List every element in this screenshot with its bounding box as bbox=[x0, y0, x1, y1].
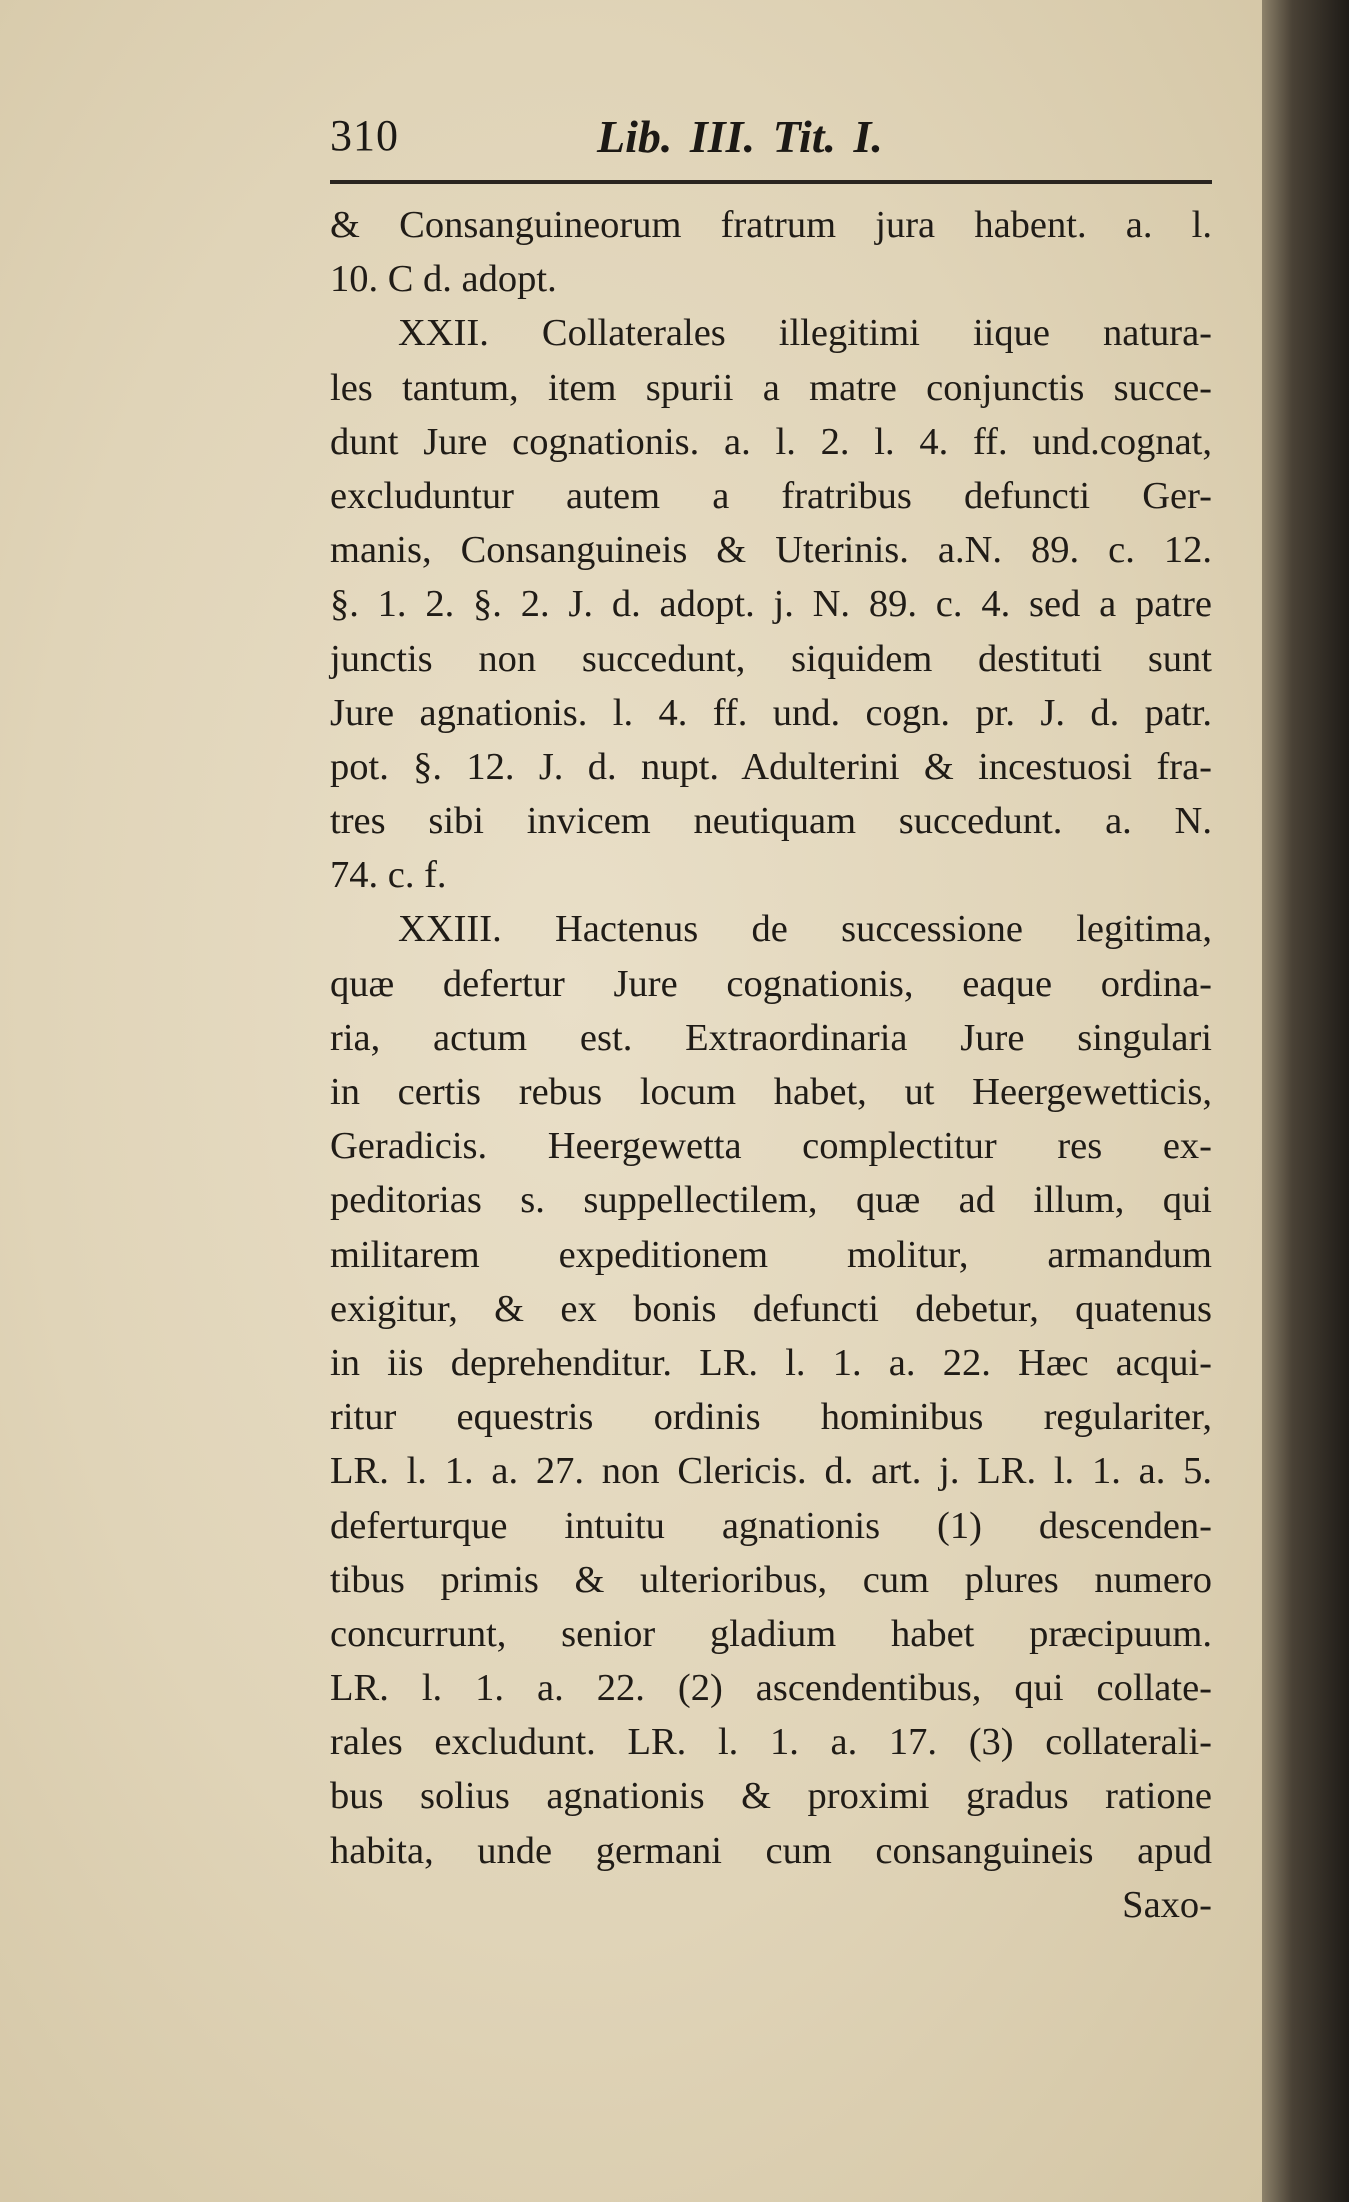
text-line: LR. l. 1. a. 27. non Clericis. d. art. j. LR. l. 1. a. 5. bbox=[330, 1450, 1212, 1493]
text-line: pot. §. 12. J. d. nupt. Adulterini & incestuosi fra- bbox=[330, 745, 1212, 788]
text-line: militarem expeditionem molitur, armandum bbox=[330, 1233, 1212, 1276]
text-line: 74. c. f. bbox=[330, 854, 447, 897]
text-line: & Consanguineorum fratrum jura habent. a. l. bbox=[330, 204, 1212, 246]
text-line: peditorias s. suppellectilem, quæ ad illum, qui bbox=[330, 1179, 1212, 1222]
paragraph-start-line: XXIII. Hactenus de successione legitima, bbox=[398, 908, 1212, 951]
text-line: concurrunt, senior gladium habet præcipuum. bbox=[330, 1612, 1212, 1655]
text-line: junctis non succedunt, siquidem destituti sunt bbox=[330, 637, 1212, 680]
text-line: habita, unde germani cum consanguineis apud bbox=[330, 1829, 1212, 1872]
page-header bbox=[330, 110, 1210, 170]
text-line: ria, actum est. Extraordinaria Jure singulari bbox=[330, 1016, 1212, 1059]
text-line: rales excludunt. LR. l. 1. a. 17. (3) collaterali- bbox=[330, 1721, 1212, 1764]
text-line: manis, Consanguineis & Uterinis. a.N. 89. c. 12. bbox=[330, 529, 1212, 572]
text-line: deferturque intuitu agnationis (1) descenden- bbox=[330, 1504, 1212, 1547]
catchword: Saxo- bbox=[1122, 1883, 1212, 1926]
text-line: tibus primis & ulterioribus, cum plures numero bbox=[330, 1558, 1212, 1601]
body-text bbox=[330, 198, 1212, 1932]
text-line: ritur equestris ordinis hominibus regulariter, bbox=[330, 1396, 1212, 1439]
text-line: LR. l. 1. a. 22. (2) ascendentibus, qui collate- bbox=[330, 1667, 1212, 1710]
text-line: 10. C d. adopt. bbox=[330, 258, 557, 301]
page-number: 310 bbox=[330, 111, 399, 160]
text-line: Geradicis. Heergewetta complectitur res ex- bbox=[330, 1125, 1212, 1168]
text-line: bus solius agnationis & proximi gradus ratione bbox=[330, 1775, 1212, 1818]
text-line: in certis rebus locum habet, ut Heergewetticis, bbox=[330, 1071, 1212, 1113]
header-rule bbox=[330, 180, 1212, 184]
text-line: §. 1. 2. §. 2. J. d. adopt. j. N. 89. c. 4. sed a patre bbox=[330, 583, 1212, 626]
text-line: exigitur, & ex bonis defuncti debetur, quatenus bbox=[330, 1287, 1212, 1330]
text-line: dunt Jure cognationis. a. l. 2. l. 4. ff. und.cognat, bbox=[330, 420, 1212, 463]
text-line: in iis deprehenditur. LR. l. 1. a. 22. Hæc acqui- bbox=[330, 1341, 1212, 1384]
text-line: Jure agnationis. l. 4. ff. und. cogn. pr. J. d. patr. bbox=[330, 691, 1212, 734]
text-line: les tantum, item spurii a matre conjunctis succe- bbox=[330, 366, 1212, 409]
running-head: Lib. III. Tit. I. bbox=[597, 111, 883, 162]
text-line: quæ defertur Jure cognationis, eaque ordina- bbox=[330, 962, 1212, 1005]
paragraph-start-line: XXII. Collaterales illegitimi iique natura- bbox=[398, 312, 1212, 355]
text-line: excluduntur autem a fratribus defuncti Ger- bbox=[330, 474, 1212, 517]
text-line: tres sibi invicem neutiquam succedunt. a. N. bbox=[330, 800, 1212, 843]
page-edge-shadow bbox=[1262, 0, 1349, 2202]
